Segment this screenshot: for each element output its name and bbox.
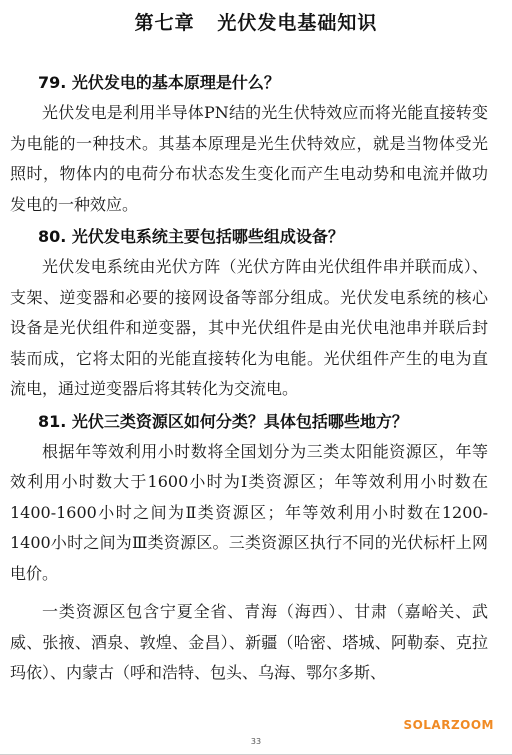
answer-paragraph: 光伏发电系统由光伏方阵（光伏方阵由光伏组件串并联而成）、支架、逆变器和必要的接网设备等部分组成。光伏发电系统的核心设备是光伏组件和逆变器，其中光伏组件是由光伏电池串并联后封装而成，它将太阳的光能直接转化为电能。光伏组件产生的电为直流电，通过逆变器后将其转化为交流电。	[10, 257, 488, 398]
question-heading: 80. 光伏发电系统主要包括哪些组成设备？	[38, 227, 344, 246]
question-heading: 81. 光伏三类资源区如何分类？具体包括哪些地方？	[38, 411, 408, 431]
section-81	[10, 407, 488, 689]
question-heading: 79. 光伏发电的基本原理是什么？	[38, 73, 280, 92]
section-79	[10, 68, 488, 220]
answer-paragraph: 根据年等效利用小时数将全国划分为三类太阳能资源区，年等效利用小时数大于1600小时为Ⅰ类资源区；年等效利用小时数在1400-1600小时之间为Ⅱ类资源区；年等效利用小时数在1200-1400小时之间为Ⅲ类资源区。三类资源区执行不同的光伏标杆上网电价。	[10, 441, 488, 583]
document-body	[10, 68, 488, 689]
solarzoom-watermark: SOLARZOOM	[403, 718, 494, 732]
answer-paragraph: 光伏发电是利用半导体PN结的光生伏特效应而将光能直接转变为电能的一种技术。其基本原理是光生伏特效应，就是当物体受光照时，物体内的电荷分布状态发生变化而产生电动势和电流并做功发电的一种效应。	[10, 103, 488, 214]
answer-paragraph: 一类资源区包含宁夏全省、青海（海西）、甘肃（嘉峪关、武威、张掖、酒泉、敦煌、金昌）、新疆（哈密、塔城、阿勒泰、克拉玛依）、内蒙古（呼和浩特、包头、乌海、鄂尔多斯、	[10, 602, 488, 682]
chapter-title: 第七章 光伏发电基础知识	[134, 12, 378, 34]
page-number: 33	[250, 737, 262, 746]
section-80	[10, 222, 488, 405]
